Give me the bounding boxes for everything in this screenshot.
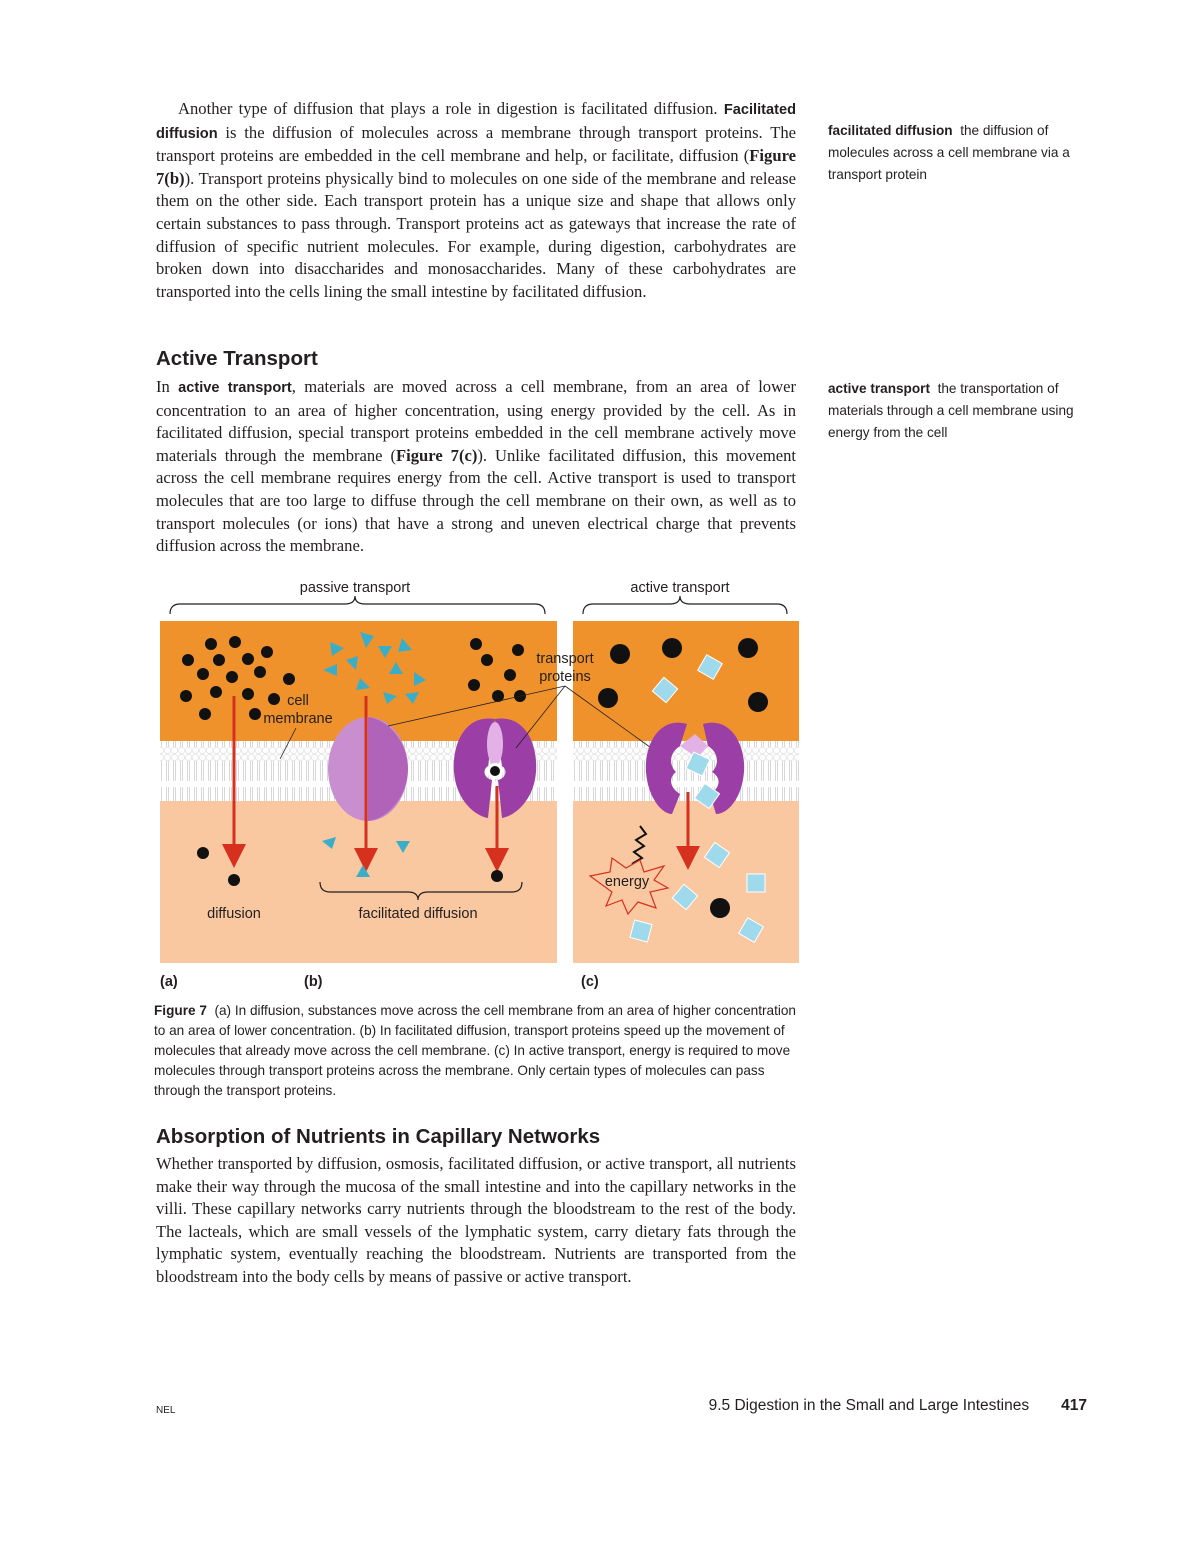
active-text-1: , materials are moved across a cell membrane, from an area of lower concentration to an area of higher concentration, using energy provided by the cell. As in facilitated diffusion, special transport proteins embedded in the cell membrane actively move materials through the membrane ( (156, 377, 796, 465)
label-energy: energy (604, 874, 650, 890)
intro-text-2: ). Transport proteins physically bind to molecules on one side of the membrane and release them on the other side. Each transport protein has a unique size and shape that allows only certain substances to pass through. Transport proteins act as gateways that increase the rate of diffusion of specific nutrient molecules. For example, during digestion, carbohydrates are broken down into disaccharides and monosaccharides. Many of these carbohydrates are transported into the cells lining the small intestine by facilitated diffusion. (156, 168, 796, 301)
active-transport-paragraph (156, 376, 796, 558)
glossary-term: active transport (828, 381, 930, 396)
absorption-text: Whether transported by diffusion, osmosis, facilitated diffusion, or active transport, all nutrients make their way through the mucosa of the small intestine and into the capillary networks in the villi. These capillary networks carry nutrients through the bloodstream to the rest of the body. The lacteals, which are small vessels of the lymphatic system, carry dietary fats through the lymphatic system, eventually reaching the bloodstream. Nutrients are transported from the bloodstream into the body cells by means of passive or active transport. (156, 1154, 796, 1286)
label-passive-transport: passive transport (299, 580, 411, 596)
term-facilitated-diffusion: Facilitated diffusion (156, 102, 796, 142)
glossary-definition: the diffusion of molecules across a cell membrane via a transport protein (828, 123, 1070, 182)
molecule-inside (491, 870, 503, 882)
page-number: 417 (1061, 1397, 1087, 1414)
label-cell: cell (287, 693, 309, 709)
glossary-definition: the transportation of materials through a cell membrane using energy from the cell (828, 381, 1074, 440)
label-membrane: membrane (263, 711, 333, 727)
label-facilitated-diffusion: facilitated diffusion (358, 906, 478, 922)
intro-text-1: is the diffusion of molecules across a membrane through transport proteins. The transport proteins are embedded in the cell membrane and help, or facilitate, diffusion ( (156, 122, 796, 166)
figure-ref-7c: Figure 7(c) (396, 445, 478, 465)
panel-label-c: (c) (581, 974, 599, 990)
footer-publisher: NEL (156, 1405, 176, 1416)
caption-text: (a) In diffusion, substances move across the cell membrane from an area of higher concentration to an area of lower concentration. (b) In facilitated diffusion, transport proteins speed up the movement of molecules that already move across the cell membrane. (c) In active transport, energy is required to move molecules through transport proteins across the membrane. Only certain types of molecules can pass through the transport proteins. (154, 1003, 796, 1098)
label-proteins: proteins (539, 669, 591, 685)
active-lead: In (156, 377, 179, 396)
absorption-paragraph (156, 1153, 796, 1289)
heading-active-transport: Active Transport (156, 347, 318, 370)
panel-label-b: (b) (304, 974, 323, 990)
figure-7-caption (154, 1001, 799, 1101)
figure-7-diagram (150, 574, 810, 974)
label-transport: transport (536, 651, 594, 667)
panel-label-a: (a) (160, 974, 178, 990)
brace-active (583, 596, 787, 614)
glossary-active-transport (828, 378, 1088, 443)
caption-label: Figure 7 (154, 1003, 207, 1018)
label-diffusion: diffusion (207, 906, 261, 922)
brace-passive (170, 596, 545, 614)
glossary-term: facilitated diffusion (828, 123, 953, 138)
heading-absorption: Absorption of Nutrients in Capillary Networks (156, 1125, 601, 1148)
term-active-transport: active transport (178, 380, 292, 396)
active-text-2: ). Unlike facilitated diffusion, this movement across the cell membrane requires energy from the cell. Active transport is used to transport molecules that are too large to diffuse through the cell membrane on their own, as well as to transport molecules (or ions) that have a strong and uneven electrical charge that prevents diffusion across the membrane. (156, 445, 797, 556)
molecule-inside (197, 847, 209, 859)
molecule-inside (228, 874, 240, 886)
footer-section-title: 9.5 Digestion in the Small and Large Intestines (708, 1397, 1030, 1414)
intro-paragraph (156, 98, 796, 303)
glossary-facilitated-diffusion (828, 120, 1088, 185)
figure-ref-7b: Figure 7(b) (156, 146, 796, 188)
label-active-transport: active transport (630, 580, 730, 596)
intro-lead: Another type of diffusion that plays a role in digestion is facilitated diffusion. (178, 99, 718, 118)
footer-section (709, 1397, 1087, 1415)
panel-active (573, 621, 799, 963)
transport-protein-channel (328, 717, 408, 821)
